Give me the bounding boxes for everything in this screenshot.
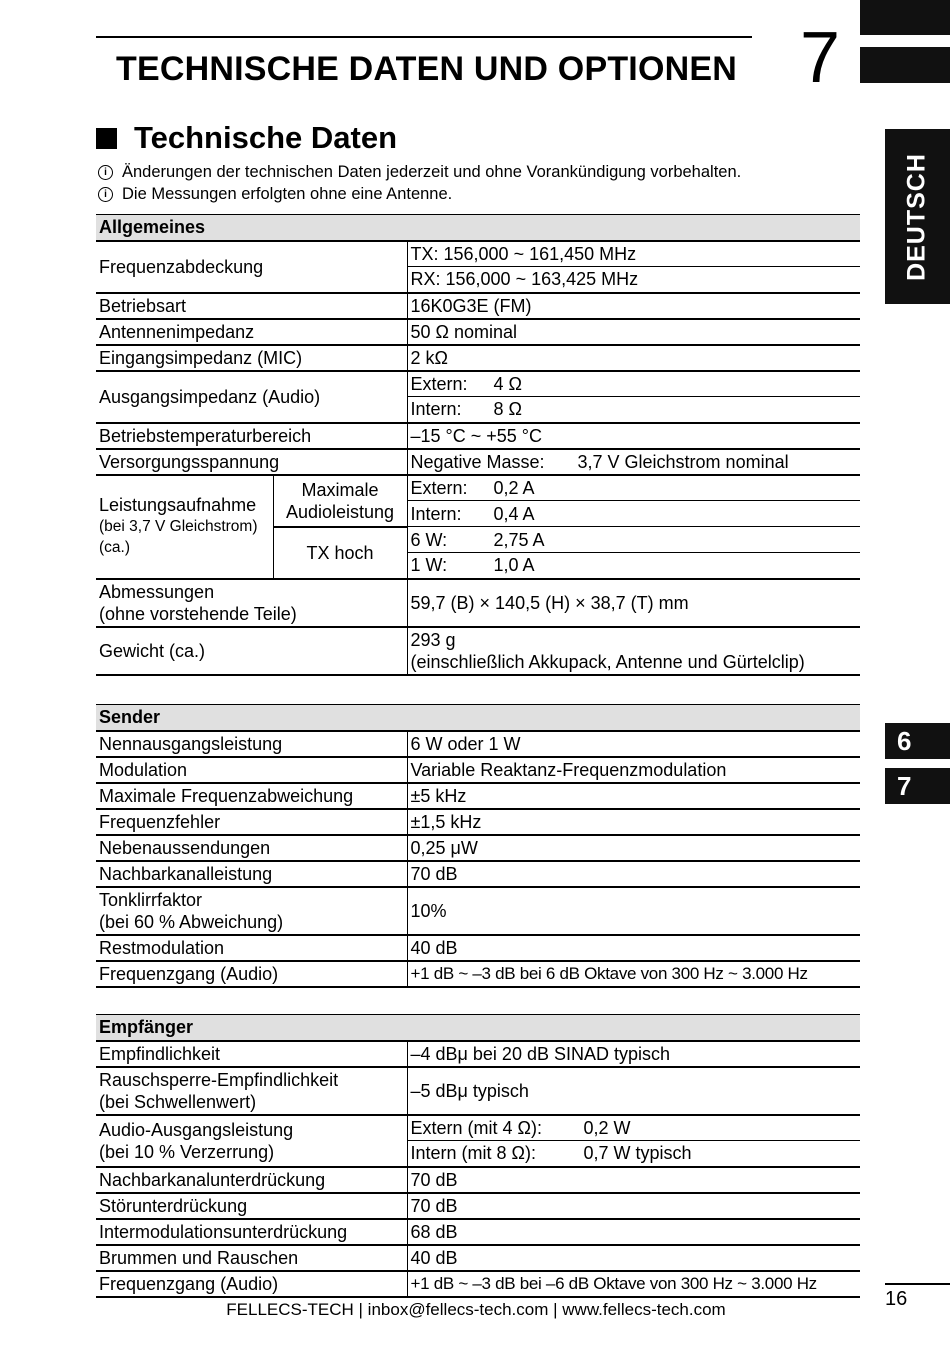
row-label: Frequenzabdeckung xyxy=(96,241,407,293)
row-label: Maximale Frequenzabweichung xyxy=(96,783,407,809)
row-label: Versorgungsspannung xyxy=(96,449,407,475)
row-value: 2 kΩ xyxy=(407,345,860,371)
row-label: Ausgangsimpedanz (Audio) xyxy=(96,371,407,423)
label-line: Rauschsperre-Empfindlichkeit xyxy=(99,1069,339,1090)
row-value: 16K0G3E (FM) xyxy=(407,293,860,319)
row-label: Betriebsart xyxy=(96,293,407,319)
row-value: RX: 156,000 ~ 163,425 MHz xyxy=(407,267,860,293)
row-value: 40 dB xyxy=(407,1245,860,1271)
row-label xyxy=(96,1115,407,1167)
page-number: 16 xyxy=(885,1288,908,1310)
row-value xyxy=(407,397,860,423)
row-sublabel: TX hoch xyxy=(273,527,407,579)
row-label: Betriebstemperaturbereich xyxy=(96,423,407,449)
row-value: –15 °C ~ +55 °C xyxy=(407,423,860,449)
label-line: Audio-Ausgangsleistung xyxy=(99,1119,294,1140)
row-label: Nachbarkanalunterdrückung xyxy=(96,1167,407,1193)
info-icon: i xyxy=(98,165,113,180)
value-key: Intern: xyxy=(410,503,462,524)
value-line: (einschließlich Akkupack, Antenne und Gürtelclip) xyxy=(410,651,805,672)
chapter-title: TECHNISCHE DATEN UND OPTIONEN xyxy=(116,50,737,88)
value-key: Intern (mit 8 Ω): xyxy=(410,1143,536,1164)
row-label: Intermodulationsunterdrückung xyxy=(96,1219,407,1245)
label-line: (bei 3,7 V Gleichstrom) xyxy=(99,518,258,535)
value-key: 6 W: xyxy=(410,529,448,550)
label-line: (bei Schwellenwert) xyxy=(99,1091,257,1112)
row-value: 70 dB xyxy=(407,1193,860,1219)
value-val: 0,7 W typisch xyxy=(583,1143,692,1164)
row-label xyxy=(96,1067,407,1115)
chapter-tab-7[interactable]: 7 xyxy=(885,768,950,804)
row-label: Empfindlichkeit xyxy=(96,1041,407,1067)
row-label xyxy=(96,579,407,627)
row-label: Nachbarkanalleistung xyxy=(96,861,407,887)
table-header: Empfänger xyxy=(96,1015,860,1041)
row-value xyxy=(407,475,860,501)
note-text: Änderungen der technischen Daten jederzeit und ohne Vorankündigung vorbehalten. xyxy=(122,163,742,181)
row-value: –4 dBμ bei 20 dB SINAD typisch xyxy=(407,1041,860,1067)
section-title-text: Technische Daten xyxy=(134,120,398,155)
row-value: +1 dB ~ –3 dB bei –6 dB Oktave von 300 Hz ~ 3.000 Hz xyxy=(407,1271,860,1297)
row-label: Gewicht (ca.) xyxy=(96,627,407,675)
label-line: Abmessungen xyxy=(99,581,215,602)
row-label xyxy=(96,475,273,579)
row-label: Frequenzgang (Audio) xyxy=(96,1271,407,1297)
row-value xyxy=(407,501,860,527)
row-value: ±5 kHz xyxy=(407,783,860,809)
row-value: 50 Ω nominal xyxy=(407,319,860,345)
row-label: Störunterdrückung xyxy=(96,1193,407,1219)
row-label: Antennenimpedanz xyxy=(96,319,407,345)
value-line: 293 g xyxy=(410,629,456,650)
value-val: 8 Ω xyxy=(493,399,522,420)
row-value: 10% xyxy=(407,887,860,935)
row-value: –5 dBμ typisch xyxy=(407,1067,860,1115)
row-sublabel xyxy=(273,475,407,527)
row-label: Nebenaussendungen xyxy=(96,835,407,861)
page-number-rule xyxy=(885,1283,950,1285)
value-key: Extern (mit 4 Ω): xyxy=(410,1117,542,1138)
row-value: Variable Reaktanz-Frequenzmodulation xyxy=(407,757,860,783)
footer-text: FELLECS-TECH | inbox@fellecs-tech.com | www.fellecs-tech.com xyxy=(226,1300,726,1319)
square-bullet-icon xyxy=(96,128,117,149)
row-value: 70 dB xyxy=(407,1167,860,1193)
general-table xyxy=(96,214,860,676)
row-value: ±1,5 kHz xyxy=(407,809,860,835)
value-val: 1,0 A xyxy=(493,555,535,576)
row-label: Eingangsimpedanz (MIC) xyxy=(96,345,407,371)
info-icon: i xyxy=(98,187,113,202)
label-line: Tonklirrfaktor xyxy=(99,889,203,910)
note xyxy=(98,185,452,204)
row-label: Nennausgangsleistung xyxy=(96,731,407,757)
row-value: 6 W oder 1 W xyxy=(407,731,860,757)
row-value xyxy=(407,553,860,579)
row-value xyxy=(407,371,860,397)
row-value xyxy=(407,627,860,675)
table-header: Sender xyxy=(96,705,860,731)
header-tab-block xyxy=(860,0,950,35)
value-val: 4 Ω xyxy=(493,373,522,394)
chapter-tab-6[interactable]: 6 xyxy=(885,723,950,759)
label-line: Leistungsaufnahme xyxy=(99,495,257,515)
sender-table xyxy=(96,704,860,988)
header-tab-block xyxy=(860,47,950,83)
row-label: Restmodulation xyxy=(96,935,407,961)
row-label: Brummen und Rauschen xyxy=(96,1245,407,1271)
value-key: Negative Masse: xyxy=(410,451,545,472)
row-value: TX: 156,000 ~ 161,450 MHz xyxy=(407,241,860,267)
row-value xyxy=(407,449,860,475)
section-title xyxy=(96,120,397,156)
label-line: (ca.) xyxy=(99,539,130,556)
row-label xyxy=(96,887,407,935)
value-val: 2,75 A xyxy=(493,529,545,550)
value-key: 1 W: xyxy=(410,555,448,576)
value-key: Extern: xyxy=(410,373,468,394)
value-val: 0,2 W xyxy=(583,1117,631,1138)
chapter-number: 7 xyxy=(800,18,841,98)
row-value: 59,7 (B) × 140,5 (H) × 38,7 (T) mm xyxy=(407,579,860,627)
value-val: 0,4 A xyxy=(493,503,535,524)
label-line: Maximale xyxy=(301,479,379,500)
language-tab-label: DEUTSCH xyxy=(902,153,931,281)
receiver-table xyxy=(96,1014,860,1298)
row-value: 0,25 μW xyxy=(407,835,860,861)
language-tab[interactable] xyxy=(885,129,950,304)
row-label: Modulation xyxy=(96,757,407,783)
row-value: +1 dB ~ –3 dB bei 6 dB Oktave von 300 Hz ~ 3.000 Hz xyxy=(407,961,860,987)
label-line: (bei 60 % Abweichung) xyxy=(99,911,284,932)
note-text: Die Messungen erfolgten ohne eine Antenne. xyxy=(122,185,453,203)
row-label: Frequenzfehler xyxy=(96,809,407,835)
label-line: (bei 10 % Verzerrung) xyxy=(99,1141,275,1162)
row-value: 70 dB xyxy=(407,861,860,887)
row-value: 40 dB xyxy=(407,935,860,961)
value-key: Extern: xyxy=(410,477,468,498)
table-header: Allgemeines xyxy=(96,215,860,241)
value-val: 0,2 A xyxy=(493,477,535,498)
row-value xyxy=(407,1115,860,1141)
value-key: Intern: xyxy=(410,399,462,420)
value-val: 3,7 V Gleichstrom nominal xyxy=(577,451,789,472)
label-line: Audioleistung xyxy=(285,501,395,522)
row-value: 68 dB xyxy=(407,1219,860,1245)
row-value xyxy=(407,1141,860,1167)
row-label: Frequenzgang (Audio) xyxy=(96,961,407,987)
header-rule xyxy=(96,36,752,38)
note xyxy=(98,163,741,182)
label-line: (ohne vorstehende Teile) xyxy=(99,603,297,624)
row-value xyxy=(407,527,860,553)
